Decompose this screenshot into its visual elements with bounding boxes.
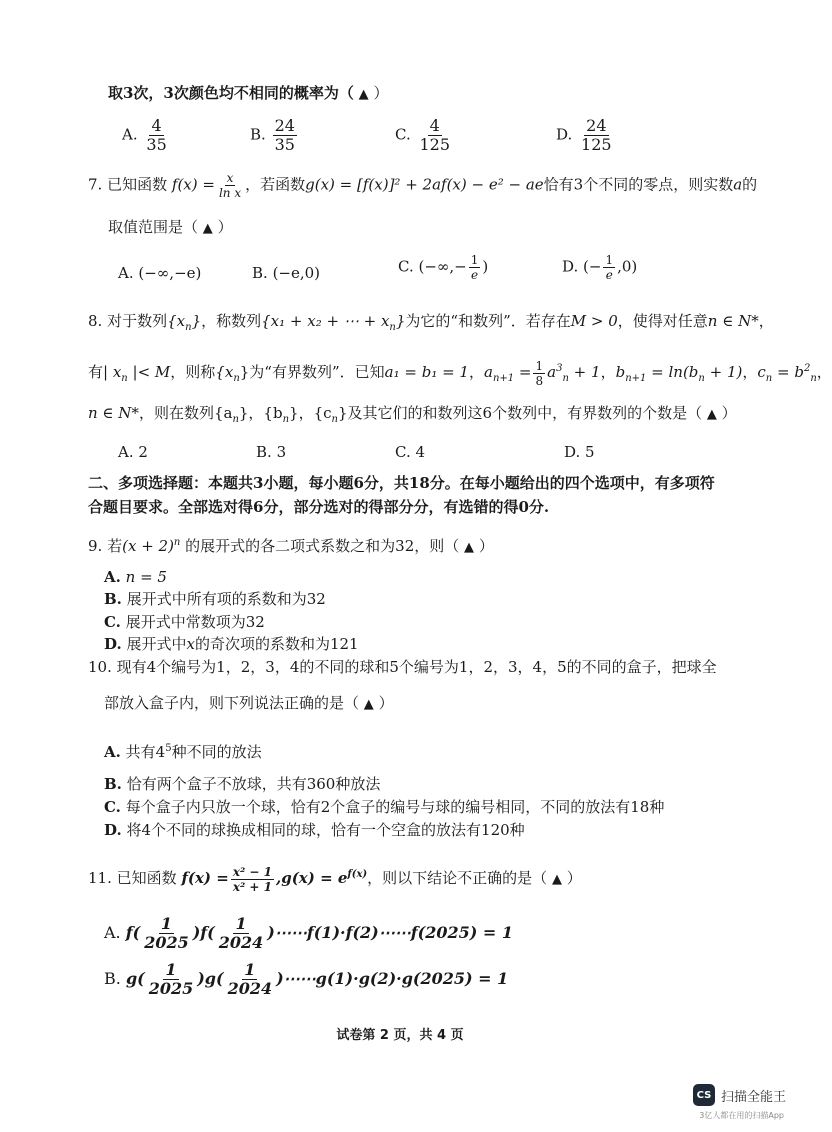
q10-stem: 10. 现有4个编号为1，2，3，4的不同的球和5个编号为1，2，3，4，5的不同的盒子，把球全 <box>88 658 717 676</box>
q6-stem: 取3次，3次颜色均不相同的概率为（ ▲ ） <box>108 84 389 102</box>
q7-option-b: B. (−e,0) <box>252 264 321 282</box>
q6-option-a: A. $\frac{4}{35}$ <box>122 116 167 154</box>
q8-stem-line3: n ∈ N*，则在数列$\{a_n\}$，$\{b_n\}$，$\{c_n\}$及其它们的和数列这6个数列中，有界数列的个数是（ ▲ ） <box>88 404 737 425</box>
q7-option-a: A. (−∞,−e) <box>118 264 202 282</box>
q6-option-c: C. $\frac{4}{125}$ <box>395 116 451 154</box>
q8-option-d: D. 5 <box>564 443 595 461</box>
section2-heading-line2: 合题目要求。全部选对得6分，部分选对的得部分分，有选错的得0分. <box>88 498 550 516</box>
q10-option-a: A. 共有$4^5$种不同的放法 <box>104 743 262 761</box>
q6-option-d: D. $\frac{24}{125}$ <box>556 116 612 154</box>
q8-stem-line1: 8. 对于数列$\{x_n\}$，称数列{x₁ + x₂ + ⋯ + $x_n$}为它的“和数列”．若存在M > 0，使得对任意n ∈ N*， <box>88 312 774 333</box>
q8-option-c: C. 4 <box>395 443 426 461</box>
q8-stem-line2: 有| $x_n$ |< M，则称$\{x_n\}$为“有界数列”．已知a₁ = b₁ = 1，$a_{n+1}$ = $\frac{1}{8}$ $a^3_n + 1$，$b_{n+1} = \ln(b_n + 1)$，$c_n = b^2_n$， <box>88 358 832 388</box>
q7-stem: 7. 已知函数 f(x) = $\frac{x}{\text{ln x}}$ ，若函数g(x) = [f(x)]² + 2af(x) − e² − ae恰有3个不同的零点，则实数a的 <box>88 171 758 200</box>
answer-triangle-icon: ▲ <box>202 221 213 236</box>
page-footer: 试卷第 2 页，共 4 页 <box>336 1028 464 1043</box>
q6-option-b: B. $\frac{24}{35}$ <box>250 116 295 154</box>
q10-stem-line2: 部放入盒子内，则下列说法正确的是（ ▲ ） <box>104 694 394 712</box>
q10-option-c: C. 每个盒子内只放一个球，恰有2个盒子的编号与球的编号相同，不同的放法有18种 <box>104 798 665 816</box>
camscanner-logo-icon: CS <box>693 1084 715 1106</box>
q8-option-a: A. 2 <box>118 443 148 461</box>
answer-triangle-icon: ▲ <box>464 540 475 555</box>
q7-option-d: D. (− $\frac{1}{e}$ ,0) <box>562 253 638 282</box>
q9-option-c: C. 展开式中常数项为32 <box>104 613 265 631</box>
q11-option-a: A. f( $\frac{1}{2025}$ )f( $\frac{1}{2024}$ )⋯⋯f(1)·f(2)⋯⋯f(2025) = 1 <box>104 914 513 952</box>
q7-stem-line2: 取值范围是（ ▲ ） <box>108 218 233 236</box>
q11-option-b: B. g( $\frac{1}{2025}$ )g( $\frac{1}{2024}$ )⋯⋯g(1)·g(2)·g(2025) = 1 <box>104 960 509 998</box>
answer-triangle-icon: ▲ <box>363 697 374 712</box>
watermark-subtitle: 3亿人都在用的扫描App <box>699 1111 784 1120</box>
q7-option-c: C. (−∞,− $\frac{1}{e}$ ) <box>398 253 489 282</box>
q10-option-b: B. 恰有两个盒子不放球，共有360种放法 <box>104 775 381 793</box>
q10-option-d: D. 将4个不同的球换成相同的球，恰有一个空盒的放法有120种 <box>104 821 525 839</box>
q9-option-a: A. n = 5 <box>104 568 167 586</box>
q9-stem: 9. 若$(x + 2)^n$ 的展开式的各二项式系数之和为32，则（ ▲ ） <box>88 537 494 555</box>
q9-option-b: B. 展开式中所有项的系数和为32 <box>104 590 326 608</box>
scanner-watermark <box>693 1084 786 1106</box>
q8-option-b: B. 3 <box>256 443 287 461</box>
answer-triangle-icon: ▲ <box>358 87 369 102</box>
answer-triangle-icon: ▲ <box>551 872 562 887</box>
watermark-title: 扫描全能王 <box>720 1089 786 1105</box>
q11-stem: 11. 已知函数 f(x) = $\frac{\text{x² − 1}}{\text{x² + 1}}$ $,g(x) = e^{f(x)}$，则以下结论不正确的是（ ▲ ） <box>88 864 582 894</box>
section2-heading: 二、多项选择题：本题共3小题，每小题6分，共18分。在每小题给出的四个选项中，有多项符 <box>88 474 715 492</box>
answer-triangle-icon: ▲ <box>706 407 717 422</box>
q9-option-d: D. 展开式中x的奇次项的系数和为121 <box>104 635 359 653</box>
